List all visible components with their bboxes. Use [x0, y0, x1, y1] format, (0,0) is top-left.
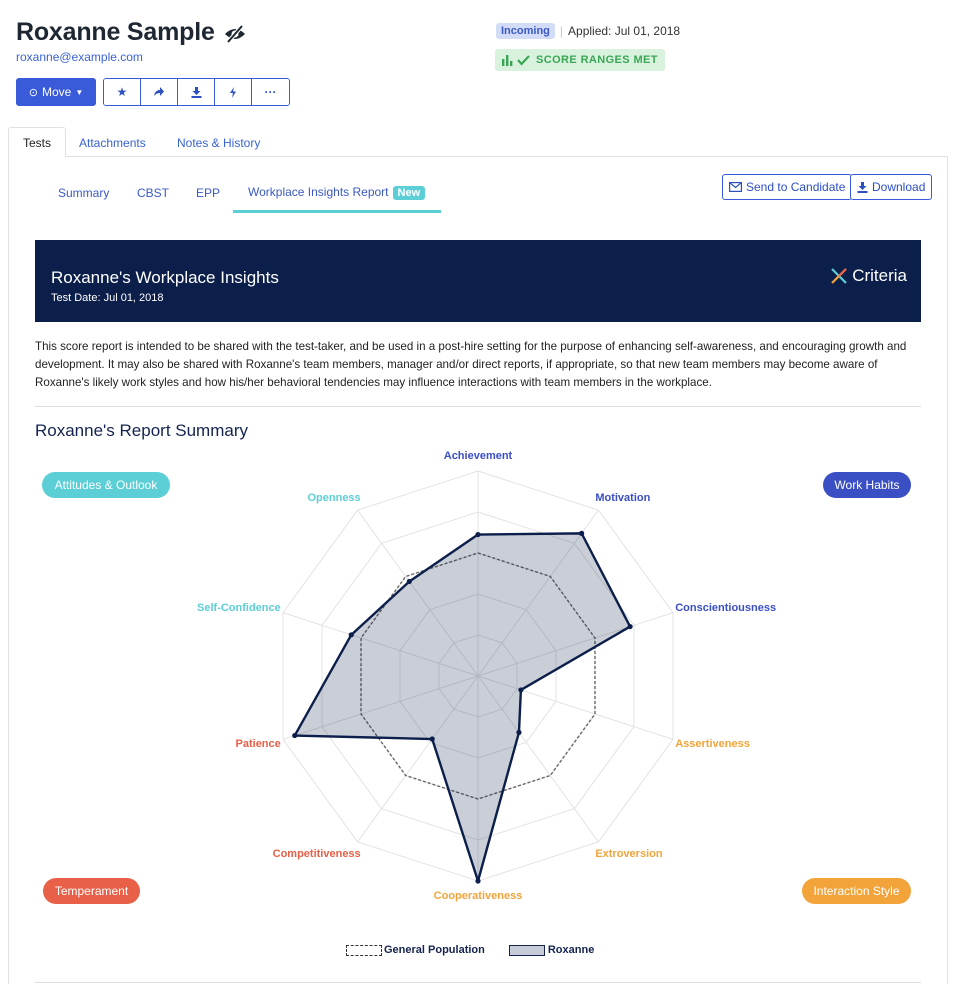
- point-roxanne: [516, 730, 521, 735]
- chart-legend: [346, 944, 594, 956]
- axis-label-assertiveness: Assertiveness: [675, 737, 750, 750]
- category-pill-attitudes: Attitudes & Outlook: [42, 472, 170, 498]
- category-pill-temperament: Temperament: [43, 878, 140, 904]
- point-roxanne: [349, 632, 354, 637]
- axis-label-motivation: Motivation: [595, 491, 651, 504]
- axis-label-patience: Patience: [235, 737, 281, 750]
- subtab-cbst[interactable]: CBST: [137, 186, 170, 200]
- legend-label-roxanne: Roxanne: [547, 944, 595, 956]
- series-roxanne: [295, 533, 630, 881]
- report-title: Roxanne's Workplace Insights: [51, 268, 279, 287]
- download-label: Download: [872, 180, 926, 194]
- move-circle-icon: ⊙: [28, 86, 38, 99]
- subtab-summary[interactable]: Summary: [58, 186, 110, 200]
- point-roxanne: [518, 687, 523, 692]
- bottom-divider: [35, 982, 921, 983]
- axis-label-openness: Openness: [307, 491, 361, 504]
- report-description: This score report is intended to be shared with the test-taker, and be used in a post-hire setting for the purpose of enhancing self-awareness, and encouraging growth and development. It may also be shared with Roxanne's team members, manager and/or direct reports, if appropriate, so that new team members may become aware of Roxanne's likely work styles and how his/her behavioral tendencies may influence interactions with team members in the workplace.: [35, 340, 907, 389]
- legend-label-general-population: General Population: [384, 944, 485, 956]
- candidate-name: Roxanne Sample: [16, 18, 215, 46]
- move-label: Move: [41, 85, 72, 99]
- applied-date: Applied: Jul 01, 2018: [568, 24, 681, 38]
- subtab-workplace-insights-label: Workplace Insights Report: [248, 185, 389, 199]
- test-date: Test Date: Jul 01, 2018: [51, 292, 164, 304]
- point-roxanne: [475, 878, 480, 883]
- point-roxanne: [627, 624, 632, 629]
- point-roxanne: [407, 579, 412, 584]
- caret-down-icon: ▼: [75, 87, 84, 97]
- star-icon: ★: [116, 85, 128, 99]
- report-summary-title: Roxanne's Report Summary: [35, 421, 248, 440]
- tab-attachments[interactable]: Attachments: [79, 136, 146, 150]
- candidate-email[interactable]: roxanne@example.com: [16, 50, 143, 64]
- point-roxanne: [475, 532, 480, 537]
- new-badge: New: [393, 186, 426, 200]
- score-ranges-label: SCORE RANGES MET: [536, 54, 658, 66]
- axis-label-extroversion: Extroversion: [595, 847, 663, 860]
- status-divider: |: [559, 24, 564, 38]
- category-pill-work-habits: Work Habits: [823, 472, 911, 498]
- axis-label-self-confidence: Self-Confidence: [197, 601, 281, 614]
- point-roxanne: [292, 733, 297, 738]
- radar-series: [292, 531, 633, 884]
- point-roxanne: [579, 531, 584, 536]
- more-icon: ···: [264, 85, 277, 99]
- send-to-candidate-label: Send to Candidate: [746, 180, 846, 194]
- subtab-epp[interactable]: EPP: [196, 186, 221, 200]
- tab-notes-history[interactable]: Notes & History: [177, 136, 261, 150]
- axis-label-competitiveness: Competitiveness: [272, 847, 361, 860]
- tab-tests[interactable]: Tests: [8, 127, 66, 158]
- category-pill-interaction-style: Interaction Style: [802, 878, 911, 904]
- status-badge: Incoming: [496, 23, 555, 39]
- axis-label-cooperativeness: Cooperativeness: [433, 889, 523, 902]
- axis-label-achievement: Achievement: [443, 449, 513, 462]
- legend-swatch-roxanne: [509, 945, 545, 956]
- legend-swatch-general-population: [346, 945, 382, 956]
- point-roxanne: [430, 736, 435, 741]
- axis-label-conscientiousness: Conscientiousness: [675, 601, 777, 614]
- criteria-logo-text: Criteria: [852, 266, 907, 285]
